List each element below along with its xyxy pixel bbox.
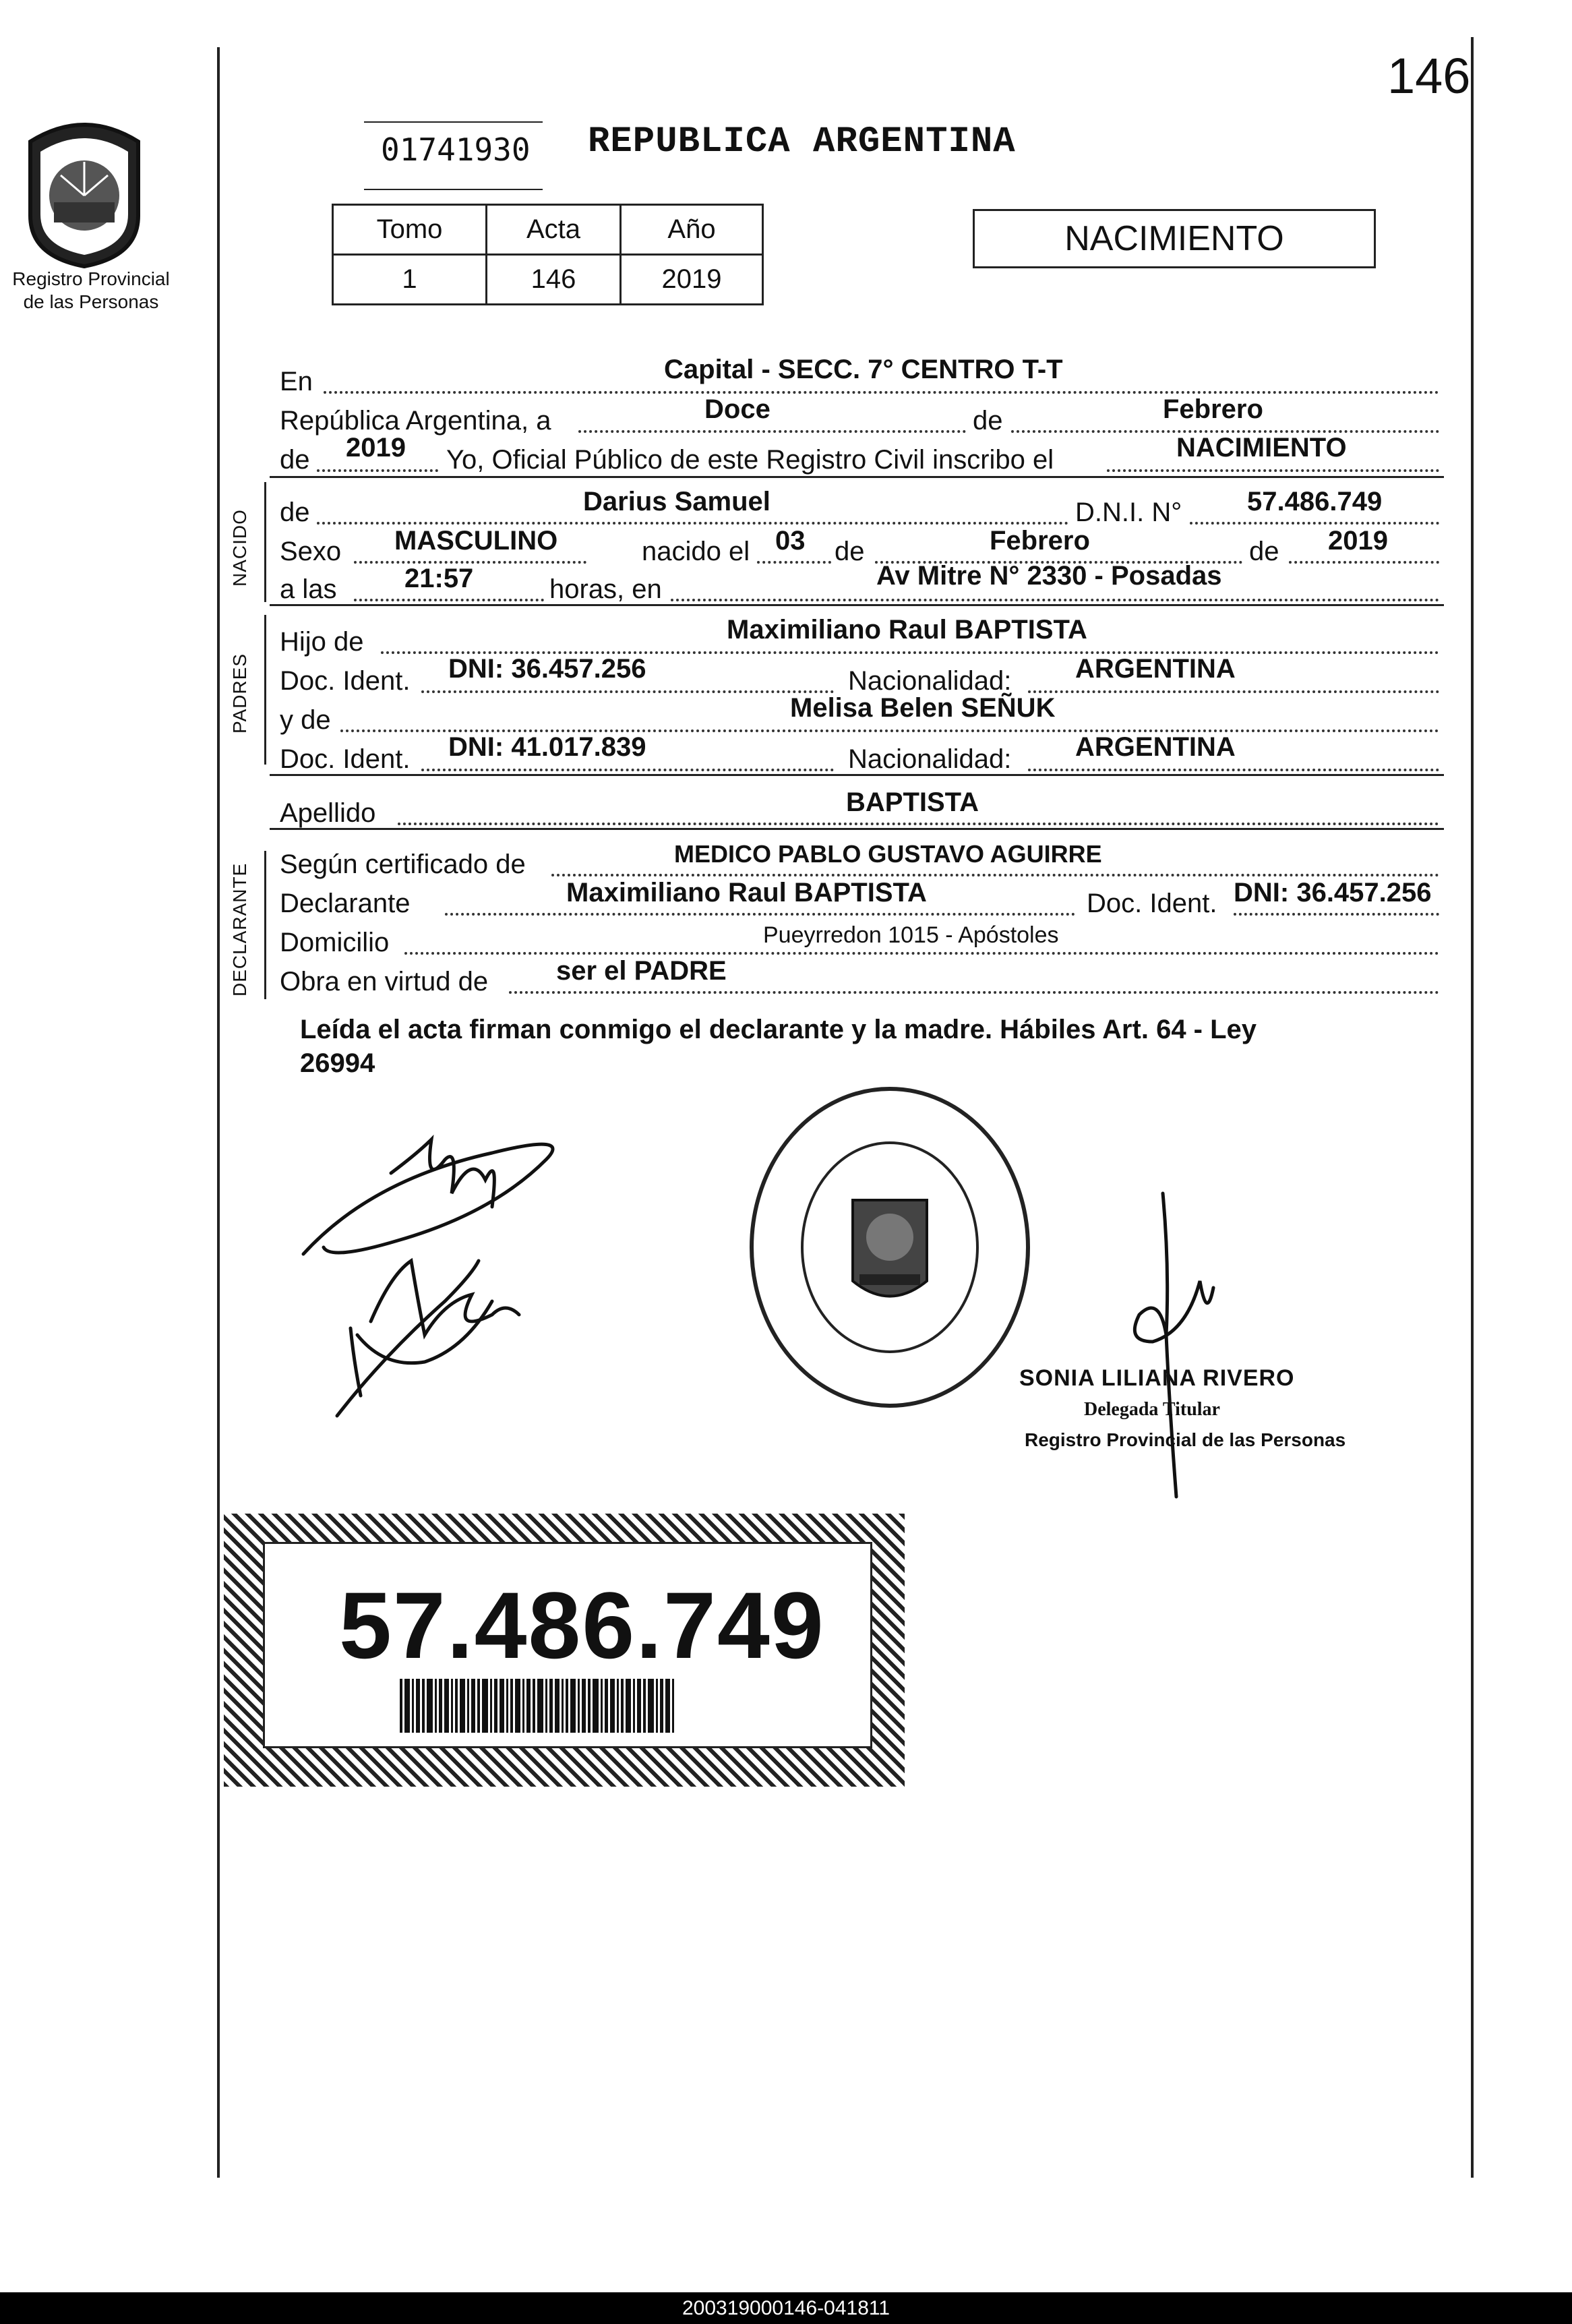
birth-month: Febrero bbox=[990, 526, 1090, 556]
year-dots bbox=[317, 469, 438, 472]
mother-doc-dots bbox=[421, 769, 834, 771]
nacido-section-label: NACIDO bbox=[229, 509, 250, 587]
apellido-label: Apellido bbox=[280, 798, 376, 828]
footer-bar bbox=[0, 2292, 1572, 2324]
a-las-label: a las bbox=[280, 574, 337, 604]
de-label-birth-month: de bbox=[835, 537, 865, 566]
child-name: Darius Samuel bbox=[583, 487, 770, 516]
de-year-label: de bbox=[280, 445, 310, 475]
section-divider-1 bbox=[270, 476, 1444, 478]
registry-name-line2: de las Personas bbox=[23, 291, 159, 312]
declarant-doc-dots bbox=[1234, 913, 1439, 916]
certificado-label: Según certificado de bbox=[280, 850, 526, 879]
republica-label: República Argentina, a bbox=[280, 406, 551, 436]
registration-day: Doce bbox=[704, 394, 770, 424]
closing-statement-line2: 26994 bbox=[300, 1048, 375, 1078]
declarant-signature bbox=[290, 1079, 600, 1429]
section-divider-4 bbox=[270, 828, 1444, 830]
serial-top-rule bbox=[364, 121, 543, 123]
hijo-de-label: Hijo de bbox=[280, 627, 364, 657]
birth-day-dots bbox=[757, 561, 831, 564]
declarant-name: Maximiliano Raul BAPTISTA bbox=[566, 878, 927, 907]
sticker-barcode bbox=[400, 1679, 831, 1733]
footer-document-code: 200319000146-041811 bbox=[682, 2297, 890, 2319]
declarant-address: Pueyrredon 1015 - Apóstoles bbox=[763, 922, 1059, 948]
father-doc-dots bbox=[421, 690, 834, 693]
time-dots bbox=[354, 599, 544, 601]
mother-nationality-label: Nacionalidad: bbox=[848, 744, 1012, 774]
father-document: DNI: 36.457.256 bbox=[448, 654, 646, 684]
child-sex: MASCULINO bbox=[394, 526, 558, 556]
sticker-dni-number: 57.486.749 bbox=[339, 1572, 825, 1678]
officer-name: SONIA LILIANA RIVERO bbox=[1019, 1365, 1295, 1391]
de-label-birth-year: de bbox=[1249, 537, 1279, 566]
provincial-logo bbox=[13, 115, 155, 270]
birth-day: 03 bbox=[775, 526, 806, 556]
father-nationality-label: Nacionalidad: bbox=[848, 666, 1012, 696]
section-divider-3 bbox=[270, 774, 1444, 776]
officer-org: Registro Provincial de las Personas bbox=[1025, 1429, 1346, 1450]
inscribe-dots bbox=[1107, 469, 1439, 472]
child-dni: 57.486.749 bbox=[1247, 487, 1383, 516]
nacido-bracket bbox=[264, 482, 266, 602]
serial-bottom-rule bbox=[364, 189, 543, 190]
name-dots bbox=[317, 522, 1068, 525]
de-name-label: de bbox=[280, 498, 310, 527]
record-type: NACIMIENTO bbox=[1064, 219, 1284, 258]
tomo-header: Tomo bbox=[333, 205, 487, 255]
birth-year-dots bbox=[1289, 561, 1439, 564]
tomo-value: 1 bbox=[333, 255, 487, 305]
official-seal bbox=[742, 1079, 1038, 1416]
domicilio-dots bbox=[404, 952, 1439, 955]
declarante-section-label: DECLARANTE bbox=[229, 862, 250, 996]
place-dots bbox=[671, 599, 1439, 601]
certificado-dots bbox=[551, 874, 1439, 876]
child-surname: BAPTISTA bbox=[846, 787, 979, 817]
closing-statement-line1: Leída el acta firman conmigo el declarante y la madre. Hábiles Art. 64 - Ley bbox=[300, 1015, 1257, 1044]
sexo-label: Sexo bbox=[280, 537, 342, 566]
place-of-registration: Capital - SECC. 7° CENTRO T-T bbox=[664, 355, 1063, 384]
horas-en-label: horas, en bbox=[549, 574, 662, 604]
left-margin-line bbox=[217, 47, 220, 2178]
father-nationality: ARGENTINA bbox=[1075, 654, 1236, 684]
section-divider-2 bbox=[270, 604, 1444, 606]
registration-year: 2019 bbox=[346, 433, 406, 463]
declarant-relationship: ser el PADRE bbox=[556, 956, 727, 986]
record-type-box bbox=[973, 209, 1376, 268]
oficial-statement: Yo, Oficial Público de este Registro Civil inscribo el bbox=[446, 445, 1054, 475]
de-label-month: de bbox=[973, 406, 1003, 436]
obra-label: Obra en virtud de bbox=[280, 967, 489, 996]
registry-name-line1: Registro Provincial bbox=[12, 268, 170, 289]
padres-bracket bbox=[264, 615, 266, 765]
declarante-bracket bbox=[264, 851, 266, 999]
birth-year: 2019 bbox=[1328, 526, 1388, 556]
anio-header: Año bbox=[621, 205, 763, 255]
certifying-doctor: MEDICO PABLO GUSTAVO AGUIRRE bbox=[674, 840, 1102, 868]
nacido-el-label: nacido el bbox=[642, 537, 750, 566]
apellido-dots bbox=[398, 823, 1439, 825]
tomo-acta-anio-table bbox=[332, 204, 764, 305]
country-title: REPUBLICA ARGENTINA bbox=[588, 121, 1016, 162]
dni-label: D.N.I. N° bbox=[1075, 498, 1182, 527]
father-doc-label: Doc. Ident. bbox=[280, 666, 411, 696]
en-dots bbox=[324, 391, 1439, 394]
serial-number: 01741930 bbox=[381, 131, 531, 168]
en-label: En bbox=[280, 367, 313, 396]
declarant-doc-label: Doc. Ident. bbox=[1087, 889, 1217, 918]
dni-dots bbox=[1190, 522, 1439, 525]
mother-document: DNI: 41.017.839 bbox=[448, 732, 646, 762]
y-de-label: y de bbox=[280, 705, 331, 735]
right-margin-line bbox=[1471, 37, 1474, 2178]
mother-nationality: ARGENTINA bbox=[1075, 732, 1236, 762]
mother-name: Melisa Belen SEÑUK bbox=[790, 693, 1056, 723]
obra-dots bbox=[509, 991, 1439, 994]
page-number: 146 bbox=[1387, 48, 1471, 104]
anio-value: 2019 bbox=[621, 255, 763, 305]
father-nat-dots bbox=[1028, 690, 1439, 693]
dni-sticker bbox=[224, 1514, 905, 1787]
birth-place: Av Mitre N° 2330 - Posadas bbox=[876, 561, 1222, 591]
sticker-inner-panel bbox=[263, 1542, 872, 1748]
registration-month: Febrero bbox=[1163, 394, 1263, 424]
mother-doc-label: Doc. Ident. bbox=[280, 744, 411, 774]
mother-nat-dots bbox=[1028, 769, 1439, 771]
officer-signature bbox=[1099, 1187, 1274, 1503]
acta-value: 146 bbox=[487, 255, 621, 305]
declarante-label: Declarante bbox=[280, 889, 411, 918]
declarante-dots bbox=[445, 913, 1075, 916]
birth-time: 21:57 bbox=[404, 564, 474, 593]
acta-header: Acta bbox=[487, 205, 621, 255]
padres-section-label: PADRES bbox=[229, 653, 250, 734]
declarant-document: DNI: 36.457.256 bbox=[1234, 878, 1432, 907]
inscribed-type: NACIMIENTO bbox=[1176, 433, 1347, 463]
father-name: Maximiliano Raul BAPTISTA bbox=[727, 615, 1087, 645]
domicilio-label: Domicilio bbox=[280, 928, 390, 957]
officer-title: Delegada Titular bbox=[1084, 1399, 1220, 1420]
republica-day-dots bbox=[578, 430, 966, 433]
